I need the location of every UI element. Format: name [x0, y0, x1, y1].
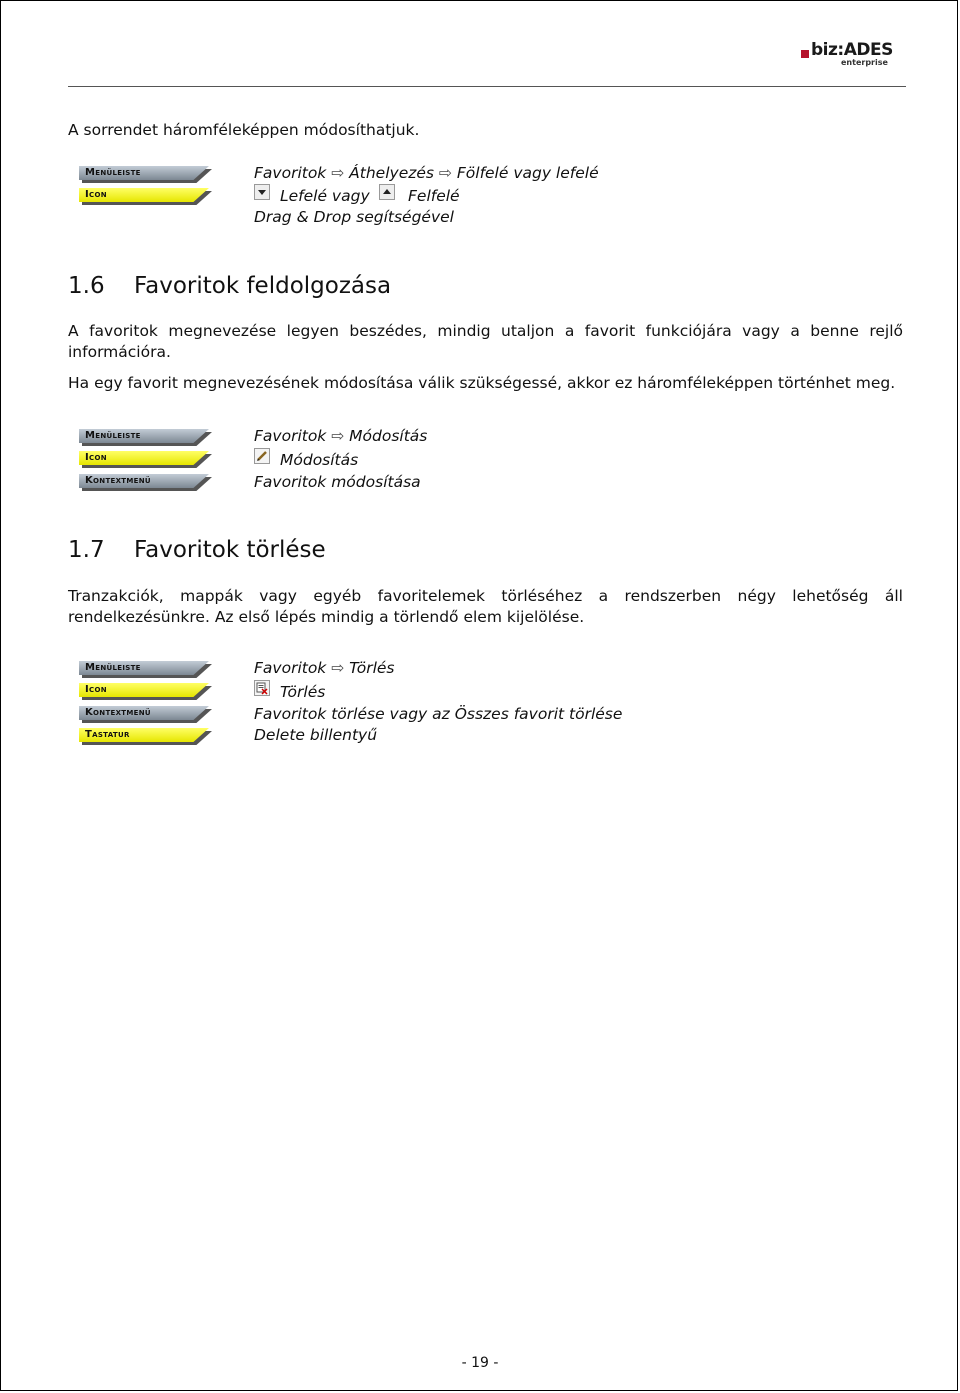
intro-text: A sorrendet háromféleképpen módosíthatjuk.: [68, 121, 420, 139]
label-icon: Icon: [79, 451, 209, 468]
logo-subtext: enterprise: [841, 58, 888, 67]
block1-icon-up: Felfelé: [408, 187, 460, 205]
block2-menu-path: Favoritok ⇨ Módosítás: [254, 427, 428, 445]
label-icon: Icon: [79, 683, 209, 700]
section17-paragraph: Tranzakciók, mappák vagy egyéb favoritelemek törléséhez a rendszerben négy lehetőség áll rendelkezésünkre. Az első lépés mindig a törlendő elem kijelölése.: [68, 587, 903, 626]
pencil-icon: [254, 448, 270, 464]
block3-icon: Törlés: [280, 683, 326, 701]
delete-icon: [254, 680, 270, 696]
header-rule: [68, 86, 906, 87]
section16-paragraph-1: A favoritok megnevezése legyen beszédes, mindig utaljon a favorit funkciójára vagy a benne rejlő információra.: [68, 322, 903, 361]
section-heading-1-6: 1.6 Favoritok feldolgozása: [68, 273, 392, 299]
block3-menu-path: Favoritok ⇨ Törlés: [254, 659, 395, 677]
label-tastatur: Tastatur: [79, 728, 209, 745]
arrow-right-icon: ⇨: [438, 164, 452, 182]
block2-icon: Módosítás: [280, 451, 359, 469]
bizades-logo: [801, 39, 911, 69]
label-menuleiste: Menüleiste: [79, 429, 209, 446]
label-menuleiste: Menüleiste: [79, 661, 209, 678]
block1-menu-path: Favoritok ⇨ Áthelyezés ⇨ Fölfelé vagy lefelé: [254, 164, 599, 182]
section-heading-1-7: 1.7 Favoritok törlése: [68, 537, 326, 563]
page-number: - 19 -: [461, 1355, 499, 1371]
logo-text: biz:ADES: [811, 40, 893, 60]
label-icon: Icon: [79, 188, 209, 205]
label-kontextmenu: Kontextmenü: [79, 706, 209, 723]
arrow-right-icon: ⇨: [331, 659, 345, 677]
arrow-up-icon: [379, 184, 395, 200]
arrow-down-icon: [254, 184, 270, 200]
block1-drag: Drag & Drop segítségével: [254, 208, 454, 226]
block3-keyboard: Delete billentyű: [254, 726, 378, 744]
arrow-right-icon: ⇨: [331, 427, 345, 445]
label-kontextmenu: Kontextmenü: [79, 474, 209, 491]
label-menuleiste: Menüleiste: [79, 166, 209, 183]
arrow-right-icon: ⇨: [331, 164, 345, 182]
block1-icon-down: Lefelé vagy: [280, 187, 370, 205]
logo-square-icon: [801, 50, 809, 58]
block3-context: Favoritok törlése vagy az Összes favorit törlése: [254, 705, 623, 723]
block2-context: Favoritok módosítása: [254, 473, 421, 491]
section16-paragraph-2: Ha egy favorit megnevezésének módosítása válik szükségessé, akkor ez háromféleképpen történhet meg.: [68, 374, 896, 392]
